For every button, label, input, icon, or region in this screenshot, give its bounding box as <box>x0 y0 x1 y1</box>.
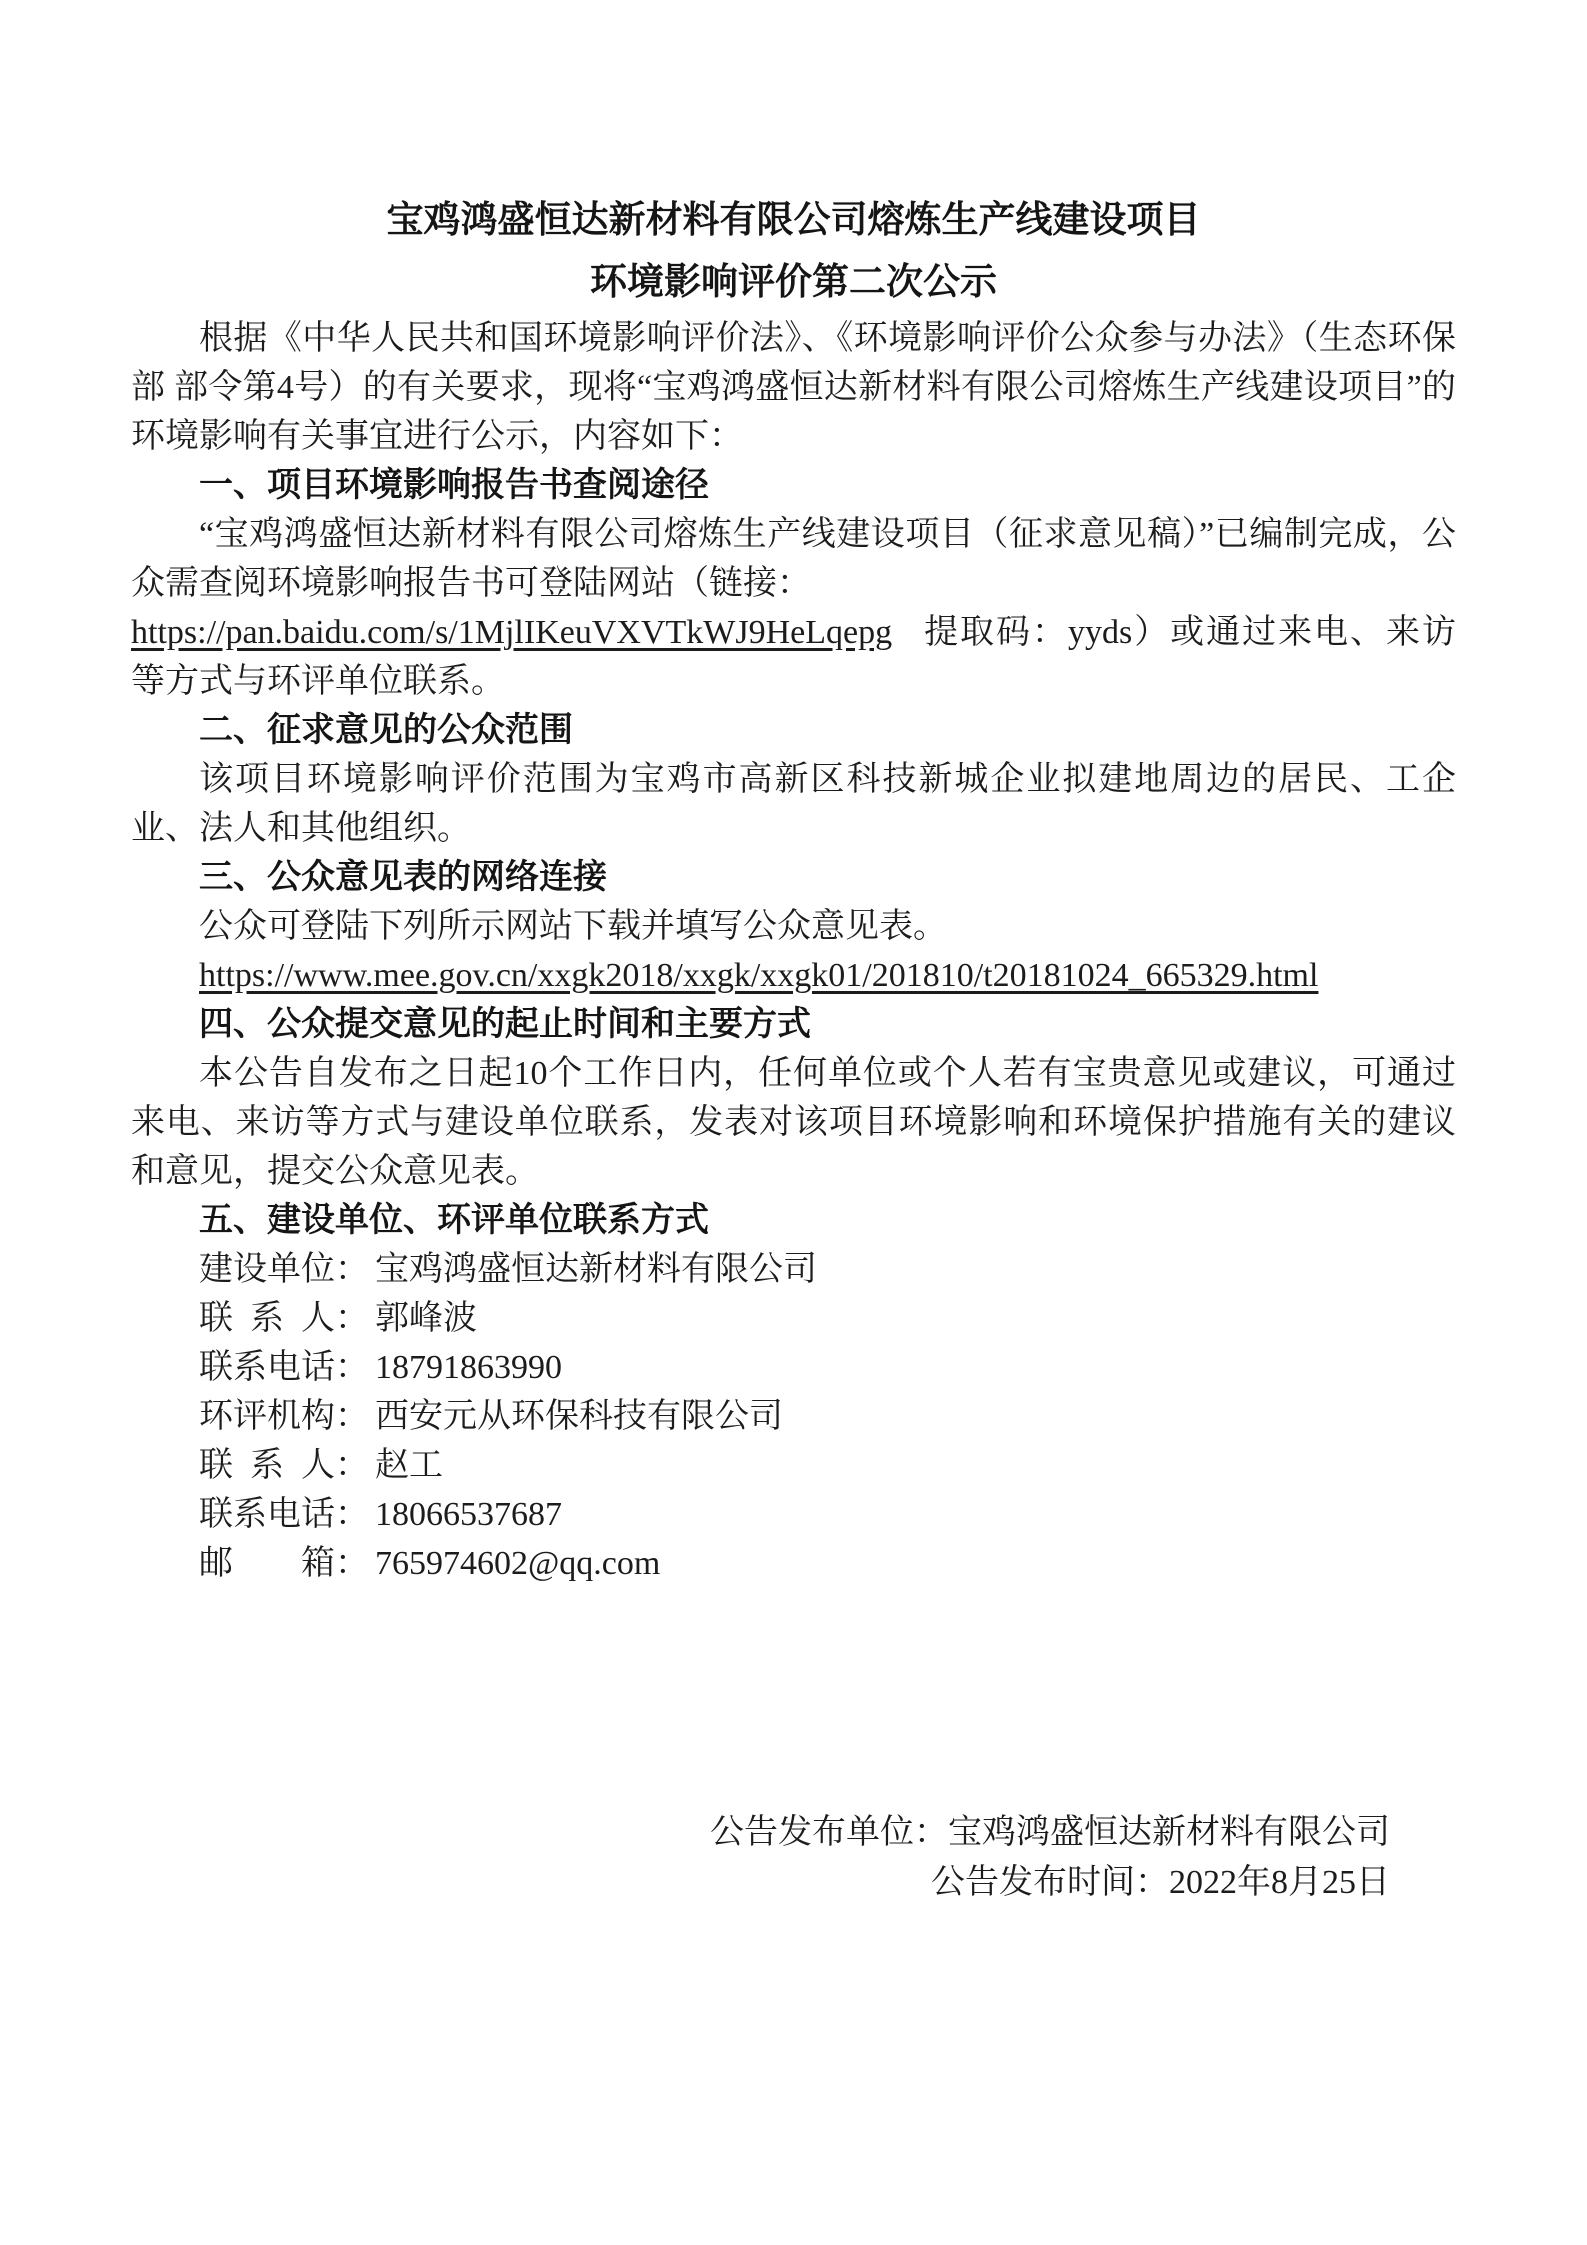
publisher-line: 公告发布单位：宝鸡鸿盛恒达新材料有限公司 <box>710 1814 1390 1851</box>
section-three-link-line <box>131 951 1456 1000</box>
section-three-paragraph: 公众可登陆下列所示网站下载并填写公众意见表。 <box>199 908 947 945</box>
section-one-paragraph: “宝鸡鸿盛恒达新材料有限公司熔炼生产线建设项目（征求意见稿）”已编制完成，公众需查阅环境影响报告书可登陆网站（链接： <box>131 516 1456 602</box>
section-three-heading: 三、公众意见表的网络连接 <box>199 859 607 896</box>
section-one-link-line <box>131 608 1456 706</box>
contact-value: 765974602@qq.com <box>375 1545 661 1582</box>
contact-label: 环评机构 <box>199 1398 335 1435</box>
contact-label: 联 系 人 <box>199 1447 335 1484</box>
mee-gov-link[interactable]: https://www.mee.gov.cn/xxgk2018/xxgk/xxgk01/201810/t20181024_665329.html <box>199 957 1319 994</box>
footer <box>131 1808 1456 1908</box>
contact-row-phone-1 <box>131 1343 1456 1392</box>
contact-row-contact-person-1 <box>131 1294 1456 1343</box>
publish-date-line: 公告发布时间：2022年8月25日 <box>931 1864 1390 1901</box>
contact-value: 18066537687 <box>375 1496 562 1533</box>
contact-value: 郭峰波 <box>375 1300 477 1337</box>
contact-row-construction-unit <box>131 1245 1456 1294</box>
contact-row-eia-agency <box>131 1392 1456 1441</box>
section-two-paragraph: 该项目环境影响评价范围为宝鸡市高新区科技新城企业拟建地周边的居民、工企业、法人和其他组织。 <box>131 761 1456 847</box>
section-one-heading: 一、项目环境影响报告书查阅途径 <box>199 467 709 504</box>
contact-row-contact-person-2 <box>131 1441 1456 1490</box>
contact-colon: ： <box>335 1251 369 1288</box>
contact-value: 赵工 <box>375 1447 443 1484</box>
contact-colon: ： <box>335 1398 369 1435</box>
page-subtitle: 环境影响评价第二次公示 <box>590 262 997 303</box>
contact-colon: ： <box>335 1447 369 1484</box>
page-title: 宝鸡鸿盛恒达新材料有限公司熔炼生产线建设项目 <box>386 200 1201 241</box>
contact-row-phone-2 <box>131 1490 1456 1539</box>
contact-label: 建设单位 <box>199 1251 335 1288</box>
baidu-pan-link[interactable]: https://pan.baidu.com/s/1MjlIKeuVXVTkWJ9HeLqepg <box>131 614 893 651</box>
contact-value: 宝鸡鸿盛恒达新材料有限公司 <box>375 1251 817 1288</box>
contact-label: 联系电话 <box>199 1349 335 1386</box>
contact-value: 西安元从环保科技有限公司 <box>375 1398 783 1435</box>
contact-value: 18791863990 <box>375 1349 562 1386</box>
contact-colon: ： <box>335 1496 369 1533</box>
section-four-heading: 四、公众提交意见的起止时间和主要方式 <box>199 1006 811 1043</box>
contact-label: 邮 箱 <box>199 1545 335 1582</box>
section-four-paragraph: 本公告自发布之日起10个工作日内，任何单位或个人若有宝贵意见或建议，可通过来电、来访等方式与建设单位联系，发表对该项目环境影响和环境保护措施有关的建议和意见，提交公众意见表。 <box>131 1055 1456 1190</box>
contact-label: 联 系 人 <box>199 1300 335 1337</box>
contact-colon: ： <box>335 1300 369 1337</box>
intro-paragraph: 根据《中华人民共和国环境影响评价法》、《环境影响评价公众参与办法》（生态环保部 部令第4号）的有关要求，现将“宝鸡鸿盛恒达新材料有限公司熔炼生产线建设项目”的环境影响有关事宜进行公示，内容如下： <box>131 320 1456 455</box>
contact-row-email <box>131 1539 1456 1588</box>
extraction-code-text: 提取码：yyds）或通过来电、来访等方式与环评单位联系。 <box>131 614 1456 700</box>
contact-colon: ： <box>335 1545 369 1582</box>
contact-label: 联系电话 <box>199 1496 335 1533</box>
section-five-heading: 五、建设单位、环评单位联系方式 <box>199 1202 709 1239</box>
section-two-heading: 二、征求意见的公众范围 <box>199 712 573 749</box>
contact-colon: ： <box>335 1349 369 1386</box>
